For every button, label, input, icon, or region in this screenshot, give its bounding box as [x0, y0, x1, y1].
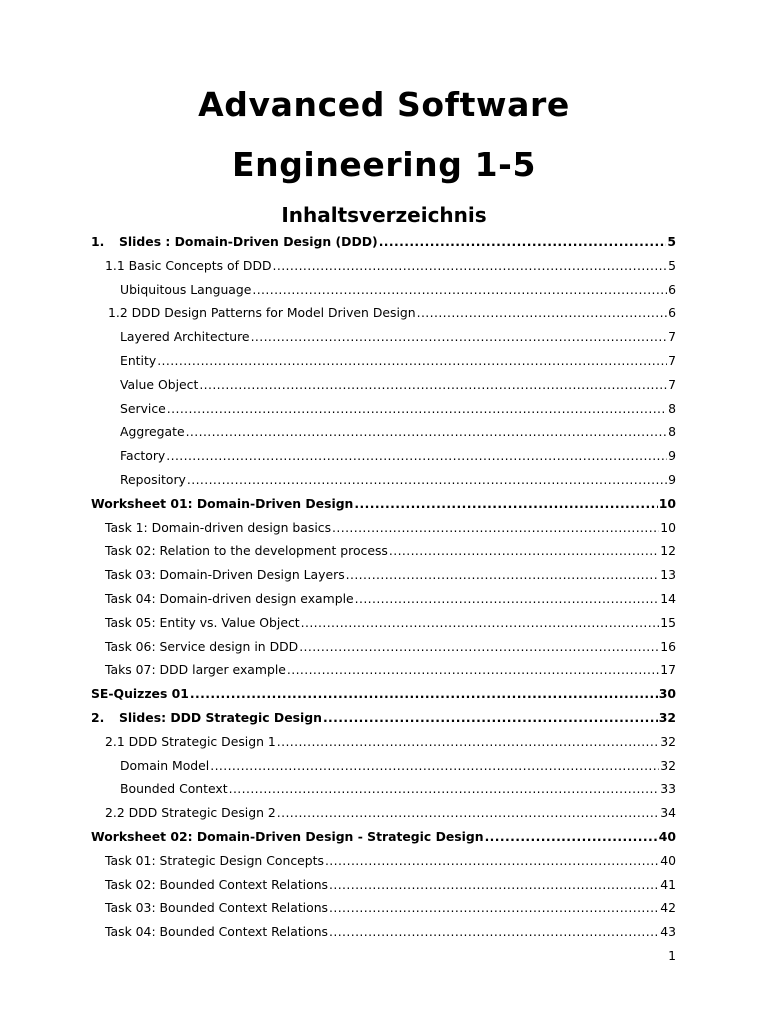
toc-dot-leader	[157, 353, 667, 368]
toc-entry-title: Task 05: Entity vs. Value Object	[105, 615, 300, 630]
toc-entry-title: Task 04: Domain-driven design example	[105, 591, 354, 606]
toc-entry[interactable]	[105, 567, 676, 587]
toc-entry-page: 16	[660, 639, 676, 654]
toc-entry-title: Worksheet 02: Domain-Driven Design - Strategic Design	[91, 829, 484, 844]
toc-dot-leader	[301, 615, 660, 630]
toc-entry-title: Task 04: Bounded Context Relations	[105, 924, 329, 939]
toc-dot-leader	[299, 639, 659, 654]
toc-entry-page: 8	[668, 401, 676, 416]
toc-entry[interactable]	[105, 662, 676, 682]
toc-dot-leader	[346, 567, 660, 582]
toc-entry-page: 7	[668, 329, 676, 344]
toc-entry-page: 41	[660, 877, 676, 892]
toc-entry[interactable]	[105, 900, 676, 920]
toc-entry[interactable]	[108, 305, 676, 325]
toc-entry-title: Worksheet 01: Domain-Driven Design	[91, 496, 354, 511]
toc-entry-title: Value Object	[120, 377, 199, 392]
toc-dot-leader	[417, 305, 667, 320]
toc-entry[interactable]	[120, 781, 676, 801]
toc-entry-number: 2.	[91, 710, 105, 725]
toc-entry-title: Slides : Domain-Driven Design (DDD)	[119, 234, 378, 249]
toc-dot-leader	[199, 377, 667, 392]
toc-entry-title: Ubiquitous Language	[120, 282, 252, 297]
toc-entry[interactable]	[105, 924, 676, 944]
toc-dot-leader	[186, 424, 668, 439]
toc-entry[interactable]	[105, 853, 676, 873]
toc-entry[interactable]	[105, 615, 676, 635]
toc-dot-leader	[252, 282, 667, 297]
toc-dot-leader	[323, 710, 658, 725]
toc-entry-page: 7	[668, 377, 676, 392]
toc-entry-title: Bounded Context	[120, 781, 228, 796]
toc-entry-title: Taks 07: DDD larger example	[105, 662, 286, 677]
toc-entry[interactable]	[120, 448, 676, 468]
toc-entry[interactable]	[91, 496, 676, 516]
toc-entry-title: Slides: DDD Strategic Design	[119, 710, 322, 725]
toc-dot-leader	[273, 258, 668, 273]
toc-entry-page: 6	[668, 282, 676, 297]
toc-entry-page: 7	[668, 353, 676, 368]
toc-entry-page: 32	[660, 734, 676, 749]
toc-entry[interactable]	[105, 543, 676, 563]
toc-entry[interactable]	[91, 686, 676, 706]
toc-entry-title: Task 1: Domain-driven design basics	[105, 520, 332, 535]
toc-entry-page: 15	[660, 615, 676, 630]
toc-entry-page: 12	[660, 543, 676, 558]
toc-dot-leader	[332, 520, 659, 535]
toc-dot-leader	[287, 662, 659, 677]
toc-entry-page: 30	[658, 686, 676, 701]
toc-entry-page: 9	[668, 472, 676, 487]
toc-dot-leader	[354, 496, 657, 511]
toc-entry-title: 2.1 DDD Strategic Design 1	[105, 734, 276, 749]
toc-entry[interactable]	[120, 424, 676, 444]
toc-entry-title: Aggregate	[120, 424, 185, 439]
toc-entry-page: 33	[660, 781, 676, 796]
toc-heading: Inhaltsverzeichnis	[281, 203, 487, 227]
toc-entry[interactable]	[91, 710, 676, 730]
toc-entry[interactable]	[91, 829, 676, 849]
toc-dot-leader	[251, 329, 668, 344]
toc-dot-leader	[167, 401, 667, 416]
toc-dot-leader	[187, 472, 667, 487]
toc-entry[interactable]	[120, 758, 676, 778]
document-title-line-2: Engineering 1-5	[231, 145, 537, 184]
toc-dot-leader	[329, 900, 659, 915]
toc-dot-leader	[277, 734, 659, 749]
toc-entry[interactable]	[120, 329, 676, 349]
toc-dot-leader	[210, 758, 659, 773]
toc-entry-page: 5	[667, 234, 676, 249]
toc-entry-title: 2.2 DDD Strategic Design 2	[105, 805, 276, 820]
toc-entry[interactable]	[105, 639, 676, 659]
toc-dot-leader	[277, 805, 659, 820]
document-title-line-1: Advanced Software	[198, 85, 570, 124]
toc-entry-page: 9	[668, 448, 676, 463]
toc-entry-page: 40	[660, 853, 676, 868]
toc-entry-title: Task 06: Service design in DDD	[105, 639, 299, 654]
toc-entry-title: Repository	[120, 472, 186, 487]
toc-entry-page: 43	[660, 924, 676, 939]
toc-entry-page: 13	[660, 567, 676, 582]
toc-dot-leader	[485, 829, 658, 844]
toc-entry-number: 1.	[91, 234, 105, 249]
toc-dot-leader	[229, 781, 660, 796]
toc-entry-title: 1.1 Basic Concepts of DDD	[105, 258, 272, 273]
toc-entry[interactable]	[120, 282, 676, 302]
toc-entry-title: Layered Architecture	[120, 329, 250, 344]
toc-entry-title: Task 02: Relation to the development process	[105, 543, 388, 558]
toc-entry[interactable]	[120, 377, 676, 397]
toc-dot-leader	[379, 234, 667, 249]
toc-entry[interactable]	[105, 805, 676, 825]
toc-entry-title: Service	[120, 401, 166, 416]
page-number: 1	[668, 948, 676, 963]
toc-entry-title: Entity	[120, 353, 157, 368]
toc-entry[interactable]	[105, 520, 676, 540]
toc-entry-title: Task 01: Strategic Design Concepts	[105, 853, 324, 868]
toc-entry-title: 1.2 DDD Design Patterns for Model Driven Design	[108, 305, 416, 320]
toc-entry-page: 32	[660, 758, 676, 773]
toc-entry-title: Domain Model	[120, 758, 210, 773]
toc-entry[interactable]	[105, 734, 676, 754]
toc-entry-page: 6	[668, 305, 676, 320]
toc-entry-page: 10	[660, 520, 676, 535]
toc-entry-page: 32	[658, 710, 676, 725]
toc-entry-title: Task 03: Bounded Context Relations	[105, 900, 329, 915]
toc-entry-page: 10	[658, 496, 676, 511]
toc-entry-page: 42	[660, 900, 676, 915]
toc-dot-leader	[190, 686, 658, 701]
toc-entry[interactable]	[105, 258, 676, 278]
toc-entry-title: Factory	[120, 448, 166, 463]
toc-entry-title: Task 03: Domain-Driven Design Layers	[105, 567, 345, 582]
toc-entry-page: 8	[668, 424, 676, 439]
toc-dot-leader	[329, 924, 659, 939]
toc-dot-leader	[389, 543, 659, 558]
toc-entry-page: 5	[668, 258, 676, 273]
toc-entry-page: 14	[660, 591, 676, 606]
toc-dot-leader	[325, 853, 659, 868]
toc-entry[interactable]	[120, 472, 676, 492]
toc-dot-leader	[166, 448, 667, 463]
toc-entry-title: Task 02: Bounded Context Relations	[105, 877, 329, 892]
toc-dot-leader	[355, 591, 660, 606]
toc-entry-page: 17	[660, 662, 676, 677]
toc-entry-page: 34	[660, 805, 676, 820]
toc-entry[interactable]	[91, 234, 676, 254]
toc-entry-page: 40	[658, 829, 676, 844]
toc-entry[interactable]	[105, 877, 676, 897]
toc-entry[interactable]	[120, 353, 676, 373]
toc-entry[interactable]	[105, 591, 676, 611]
toc-entry[interactable]	[120, 401, 676, 421]
toc-entry-title: SE-Quizzes 01	[91, 686, 189, 701]
toc-dot-leader	[329, 877, 659, 892]
